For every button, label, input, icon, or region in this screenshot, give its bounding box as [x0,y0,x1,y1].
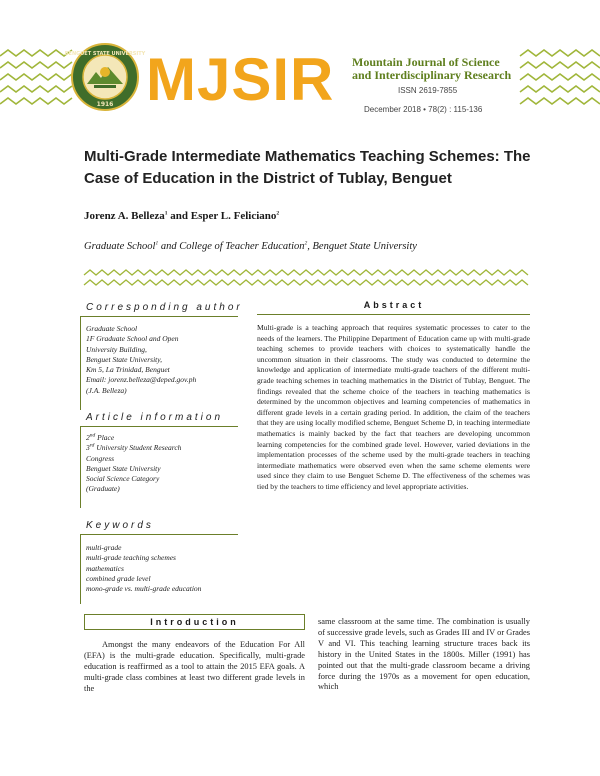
divider-pattern [84,268,530,288]
aff-1-sup: 1 [155,240,159,247]
keywords-list [86,543,236,594]
corresponding-line: (J.A. Belleza) [86,385,127,395]
issue-info: December 2018 • 78(2) : 115-136 [364,105,483,114]
corresponding-line: Graduate School [86,324,138,333]
journal-name-line1: Mountain Journal of Science [352,55,500,69]
congress-text: University Student Research [94,443,182,453]
award-place-text: Place [95,433,115,442]
info-line: Social Science Category [86,474,160,484]
corresponding-line: University Building, [86,344,147,354]
author-2: Esper L. Feliciano [190,210,277,222]
university-seal [64,42,146,112]
title-line2: Case of Education in the District of Tublay, Benguet [84,170,452,187]
corresponding-rule [80,316,238,317]
congress-sup: rd [89,442,95,449]
seal-text: BENGUET STATE UNIVERSITY [64,51,146,57]
article-information-heading: Article information [86,412,224,423]
congress-number: 3 [86,443,90,453]
authors [84,210,279,222]
corresponding-vline [80,316,81,410]
seal-year: 1916 [96,101,114,108]
author-1-sup: 1 [164,210,168,217]
affiliations [84,241,417,252]
zigzag-pattern-icon [520,48,600,112]
aff-end: , Benguet State University [307,241,417,252]
keywords-heading: Keywords [86,520,154,531]
keyword: mathematics [86,563,124,573]
zigzag-divider-icon [84,268,530,288]
author-1: Jorenz A. Belleza [84,210,165,222]
article-information-details [86,433,236,495]
author-2-sup: 2 [276,210,280,217]
introduction-column-2: same classroom at the same time. The combination is usually of successive grade levels, such as Grades III and IV or Grades V and VI. This teaching learning structure traces back its history in the United States in the 1800s. Miller (1991) has pointed out that the multi-grade classroom became a driving force during the 1970s as a movement for open education, which [318,617,530,692]
award-place-number: 2 [86,433,90,442]
award-place [86,433,236,443]
introduction-heading: Introduction [150,617,239,627]
abstract-text: Multi-grade is a teaching approach that requires systematic processes to cater to the needs of the learners. The Philippine Department of Education came up with multi-grade teaching schemes to provide teachers with choices to systematically handle the uncommon situation in their classrooms. The study was conducted to determine the knowledge and application of intermediate multi-grade teachers of the different multi-grade teaching schemes in teaching mathematics in the District of Tublay, Benguet. The findings revealed that the scheme choice of the teachers in teaching mathematics is determined by the uncommon objectives and learning competencies of mathematics in different grade levels in a certain grading period. In addition, the claim of the teachers that they are using locally modified scheme, Benguet Scheme D, in teaching intermediate mathematics is mainly backed by the fact that teachers are developing uncommon learning competencies for the combined grade level. However, varied deviations in the implementation processes of the scheme used by the multi-grade teachers in teaching intermediate mathematics were observed even when the same scheme elements were used since they claim to use Benguet Scheme D. The effectiveness of the schemes was tied by the teachers to time efficiency and level appropriate activities. [257,323,530,491]
award-place-sup: nd [89,432,96,439]
congress-line [86,443,236,453]
abstract-heading: Abstract [363,300,425,310]
page-title [84,146,544,190]
info-line: Congress [86,453,115,463]
journal-name [352,56,512,82]
corresponding-line: Km 5, La Trinidad, Benguet [86,365,170,375]
keyword: combined grade level [86,573,151,583]
journal-logo: MJSIR [146,46,335,113]
info-line: Benguet State University [86,463,161,473]
introduction-column-1: Amongst the many endeavors of the Education For All (EFA) is the multi-grade education. Specifically, multi-grade education is reaffirmed as a tool to attain the 2015 EFA goals. A multi-grade class combines at least two different grade levels in the [84,640,305,693]
aff-1: Graduate School [84,241,156,252]
aff-join: and College of Teacher Education [158,241,305,252]
keywords-vline [80,534,81,604]
keywords-rule [80,534,238,535]
university-seal-icon [64,42,146,112]
aff-2-sup: 2 [304,240,308,247]
abstract-rule [257,314,530,315]
corresponding-line: Benguet State University, [86,354,163,364]
header-left-pattern [0,48,68,112]
info-line: (Graduate) [86,484,120,494]
keyword: multi-grade teaching schemes [86,553,176,563]
article-info-vline [80,426,81,508]
corresponding-email: Email: jorenz.belleza@deped.gov.ph [86,375,197,385]
issn: ISSN 2619-7855 [398,86,458,95]
title-line1: Multi-Grade Intermediate Mathematics Teaching Schemes: The [84,148,531,165]
keyword: mono-grade vs. multi-grade education [86,584,202,594]
corresponding-line: 1F Graduate School and Open [86,334,179,344]
journal-name-line2: and Interdisciplinary Research [352,68,512,82]
author-join: and [167,210,191,222]
corresponding-author-heading: Corresponding author [86,302,243,313]
corresponding-author-details [86,324,236,396]
keyword: multi-grade [86,543,122,552]
article-info-rule [80,426,238,427]
header-right-pattern [520,48,600,112]
zigzag-pattern-icon [0,48,68,112]
